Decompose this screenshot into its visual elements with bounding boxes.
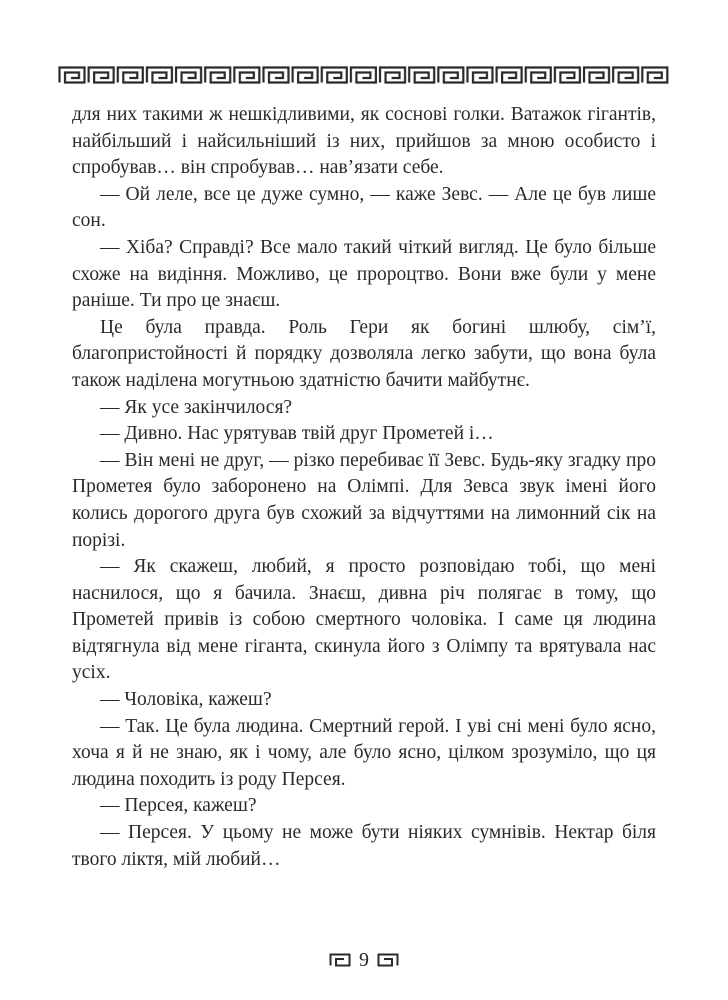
paragraph: — Персея, кажеш? bbox=[100, 795, 257, 817]
greek-key-left-icon bbox=[329, 953, 351, 967]
paragraph: для них такими ж нешкідливими, як соснові голки. Ватажок гігантів, найбільший і найсильніший із них, прийшов за мною особисто і спробував… він спробував… нав’язати себе. bbox=[72, 104, 656, 179]
paragraph: — Як усе закінчилося? bbox=[100, 396, 293, 418]
greek-key-right-icon bbox=[377, 953, 399, 967]
page-footer bbox=[0, 947, 728, 973]
paragraph: — Дивно. Нас урятував твій друг Прометей і… bbox=[100, 423, 494, 445]
paragraph: — Персея. У цьому не може бути ніяких сумнівів. Нектар біля твого ліктя, мій любий… bbox=[72, 822, 656, 870]
paragraph: — Як скажеш, любий, я просто розповідаю тобі, що мені наснилося, що я бачила. Знаєш, дивна річ полягає в тому, що Прометей привів із собою смертного чоловіка. І саме ця людина відтягнула від мене гіганта, скинула його з Олімпу та врятувала нас усіх. bbox=[72, 556, 656, 684]
paragraph: — Він мені не друг, — різко перебиває її Зевс. Будь-яку згадку про Прометея було заборонено на Олімпі. Для Зевса звук імені його колись дорогого друга був схожий за відчуттями на лимонний сік на порізі. bbox=[72, 449, 656, 551]
paragraph: — Так. Це була людина. Смертний герой. І уві сні мені було ясно, хоча я й не знаю, як і чому, але було ясно, цілком зрозуміло, що ця людина походить із роду Персея. bbox=[72, 715, 656, 790]
page-text bbox=[72, 102, 656, 873]
page-number: 9 bbox=[359, 949, 369, 971]
paragraph: — Хіба? Справді? Все мало такий чіткий вигляд. Це було більше схоже на видіння. Можливо, це пророцтво. Вони вже були у мене раніше. Ти про це знаєш. bbox=[72, 236, 656, 312]
greek-key-border bbox=[58, 66, 670, 84]
paragraph: — Чоловіка, кажеш? bbox=[100, 689, 272, 711]
paragraph: — Ой леле, все це дуже сумно, — каже Зевс. — Але це був лише сон. bbox=[72, 183, 656, 232]
paragraph: Це була правда. Роль Гери як богині шлюбу, сім’ї, благопристойності й порядку дозволяла легко забути, що вона була також наділена могутньою здатністю бачити майбутнє. bbox=[72, 316, 656, 391]
